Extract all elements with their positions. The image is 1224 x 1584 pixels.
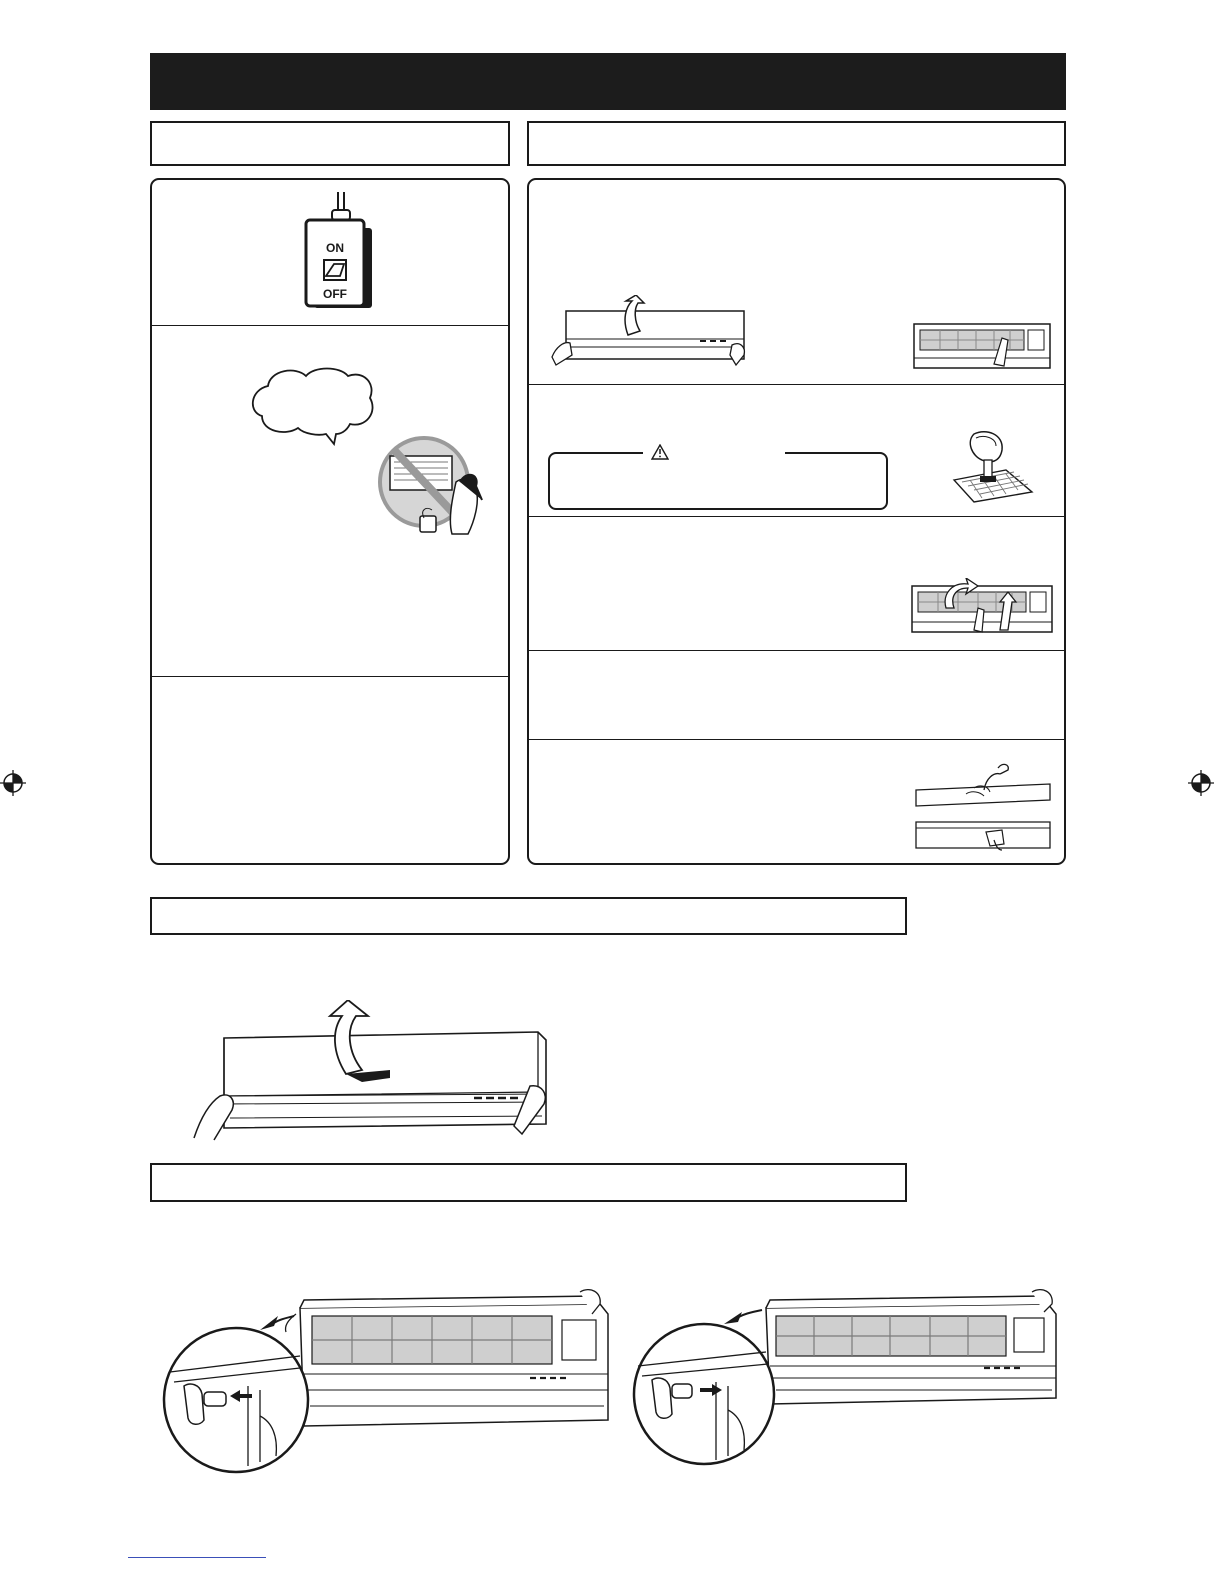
filter-unit-small-illustration [910, 318, 1054, 374]
switch-on-label: ON [326, 241, 344, 255]
section-b-header [150, 1163, 907, 1202]
open-front-panel-small-illustration [550, 295, 750, 367]
right-column-header [527, 121, 1066, 166]
warning-triangle-icon [651, 444, 669, 460]
right-panel-divider-4 [529, 739, 1064, 740]
registration-mark-right-icon [1188, 770, 1214, 796]
filter-removal-illustration-right [630, 1286, 1060, 1474]
refit-filter-illustration [908, 578, 1056, 638]
title-bar [150, 53, 1066, 110]
footer-rule [128, 1557, 266, 1558]
wash-panel-illustration [914, 760, 1054, 810]
speech-cloud [248, 364, 378, 446]
right-panel-divider-2 [529, 516, 1064, 517]
filter-removal-illustration-left [160, 1286, 610, 1474]
right-panel-divider-3 [529, 650, 1064, 651]
switch-off-label: OFF [323, 287, 347, 301]
registration-mark-left-icon [0, 770, 26, 796]
left-panel-divider-1 [152, 325, 508, 326]
open-front-panel-illustration [190, 1000, 552, 1142]
vacuum-filter-illustration [946, 430, 1038, 504]
left-column-header [150, 121, 510, 166]
wipe-panel-illustration [914, 816, 1054, 852]
section-a-header [150, 897, 907, 935]
left-panel-divider-2 [152, 676, 508, 677]
power-switch-illustration [300, 190, 380, 318]
right-panel-divider-1 [529, 384, 1064, 385]
no-water-spray-illustration [372, 430, 490, 548]
